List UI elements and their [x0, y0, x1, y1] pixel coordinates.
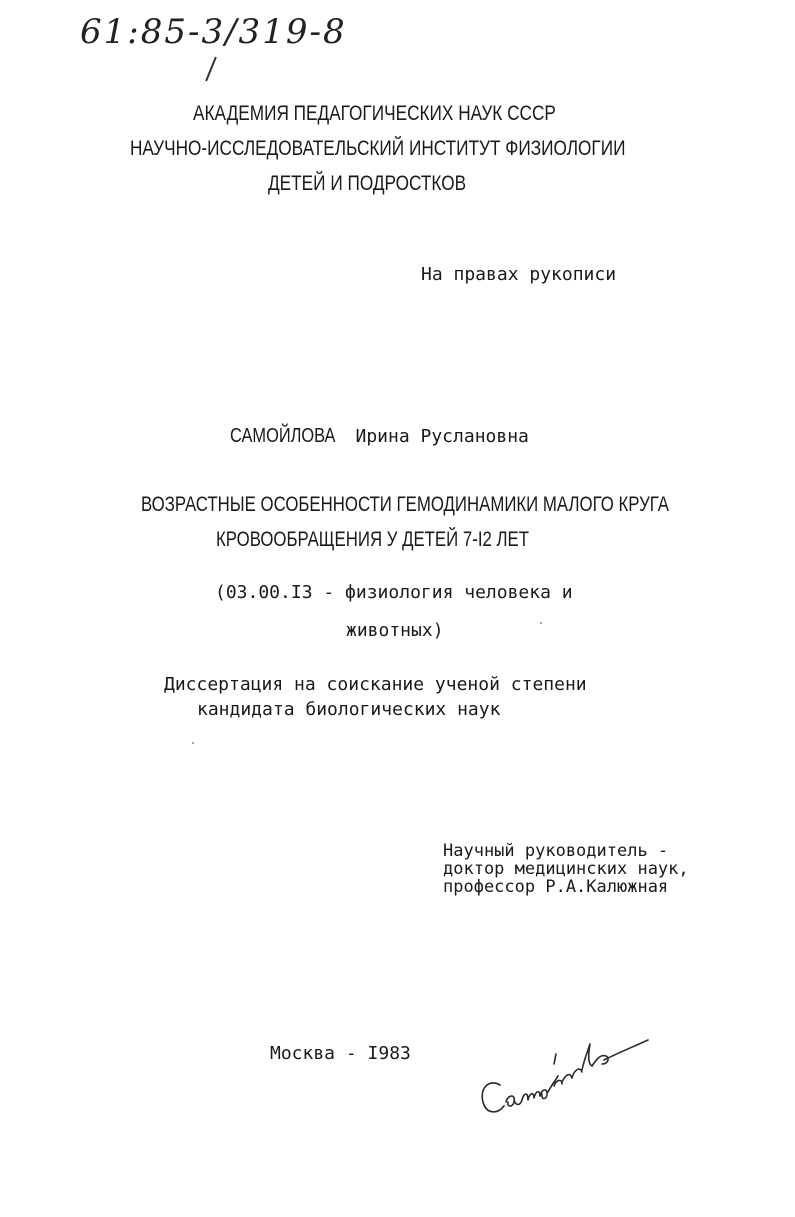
rights-note: На правах рукописи [421, 264, 617, 285]
author-name [230, 425, 529, 448]
institution-institute: НАУЧНО-ИССЛЕДОВАТЕЛЬСКИЙ ИНСТИТУТ ФИЗИОЛОГИИ [130, 137, 626, 160]
institution-institute-cont: ДЕТЕЙ И ПОДРОСТКОВ [268, 172, 467, 195]
supervisor-block [443, 842, 689, 896]
thesis-title-line-2: КРОВООБРАЩЕНИЯ У ДЕТЕЙ 7-I2 ЛЕТ [216, 528, 529, 551]
archive-code-handwritten: 61:85-3/319-8 [80, 12, 347, 52]
archive-code-stroke [205, 57, 217, 82]
supervisor-name: профессор Р.А.Калюжная [443, 877, 669, 897]
specialty-line-2: животных) [346, 620, 444, 641]
author-surname: САМОЙЛОВА [230, 425, 336, 447]
supervisor-role: Научный руководитель - [443, 841, 669, 861]
place-and-year: Москва - I983 [270, 1043, 411, 1064]
specialty-line-1: (03.00.I3 - физиология человека и [215, 582, 573, 603]
thesis-title-line-1: ВОЗРАСТНЫЕ ОСОБЕННОСТИ ГЕМОДИНАМИКИ МАЛОГО КРУГА [141, 493, 669, 516]
speck [192, 742, 194, 744]
author-signature [470, 1010, 660, 1130]
institution-academy: АКАДЕМИЯ ПЕДАГОГИЧЕСКИХ НАУК СССР [193, 102, 556, 125]
speck [540, 622, 542, 624]
dissertation-line-1: Диссертация на соискание ученой степени [164, 674, 587, 695]
dissertation-line-2: кандидата биологических наук [197, 699, 501, 720]
supervisor-degree: доктор медицинских наук, [443, 859, 689, 879]
author-given-names: Ирина Руслановна [355, 426, 529, 447]
